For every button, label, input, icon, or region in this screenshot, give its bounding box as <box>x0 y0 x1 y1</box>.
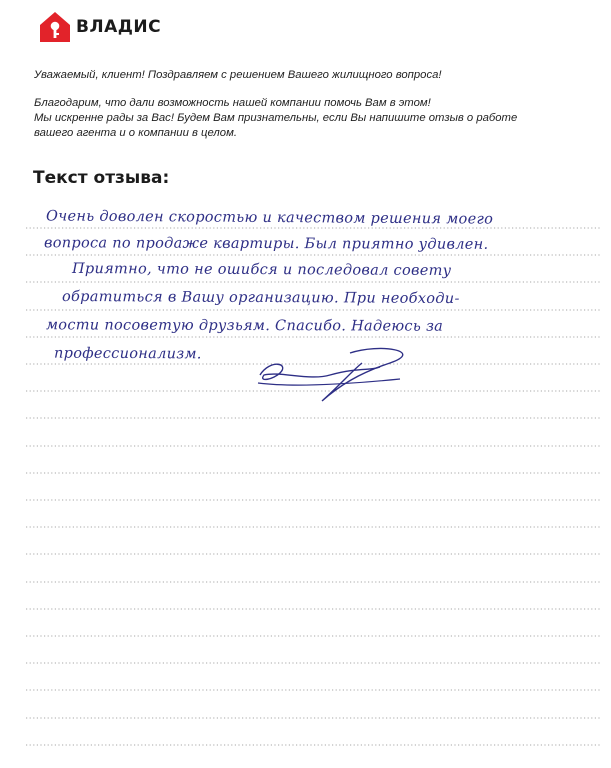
handwritten-line: мости посоветую друзьям. Спасибо. Надеюсь за <box>45 317 444 335</box>
handwritten-line: обратиться в Вашу организацию. При необходи- <box>61 288 460 308</box>
intro-greeting: Уважаемый, клиент! Поздравляем с решением Вашего жилищного вопроса! <box>34 69 442 81</box>
handwritten-line: профессионализм. <box>53 345 202 363</box>
handwritten-line: вопроса по продаже квартиры. Был приятно удивлен. <box>43 235 489 253</box>
intro-request-continued: вашего агента и о компании в целом. <box>34 127 237 139</box>
brand-name: ВЛАДИС <box>76 17 162 37</box>
review-heading: Текст отзыва: <box>33 168 170 188</box>
handwritten-line: Очень доволен скоростью и качеством решения моего <box>45 208 494 228</box>
signature-mark <box>250 345 420 407</box>
intro-request: Мы искренне рады за Вас! Будем Вам признательны, если Вы напишите отзыв о работе <box>34 112 518 124</box>
handwritten-line: Приятно, что не ошибся и последовал совету <box>71 261 452 279</box>
intro-thanks: Благодарим, что дали возможность нашей компании помочь Вам в этом! <box>34 97 431 109</box>
